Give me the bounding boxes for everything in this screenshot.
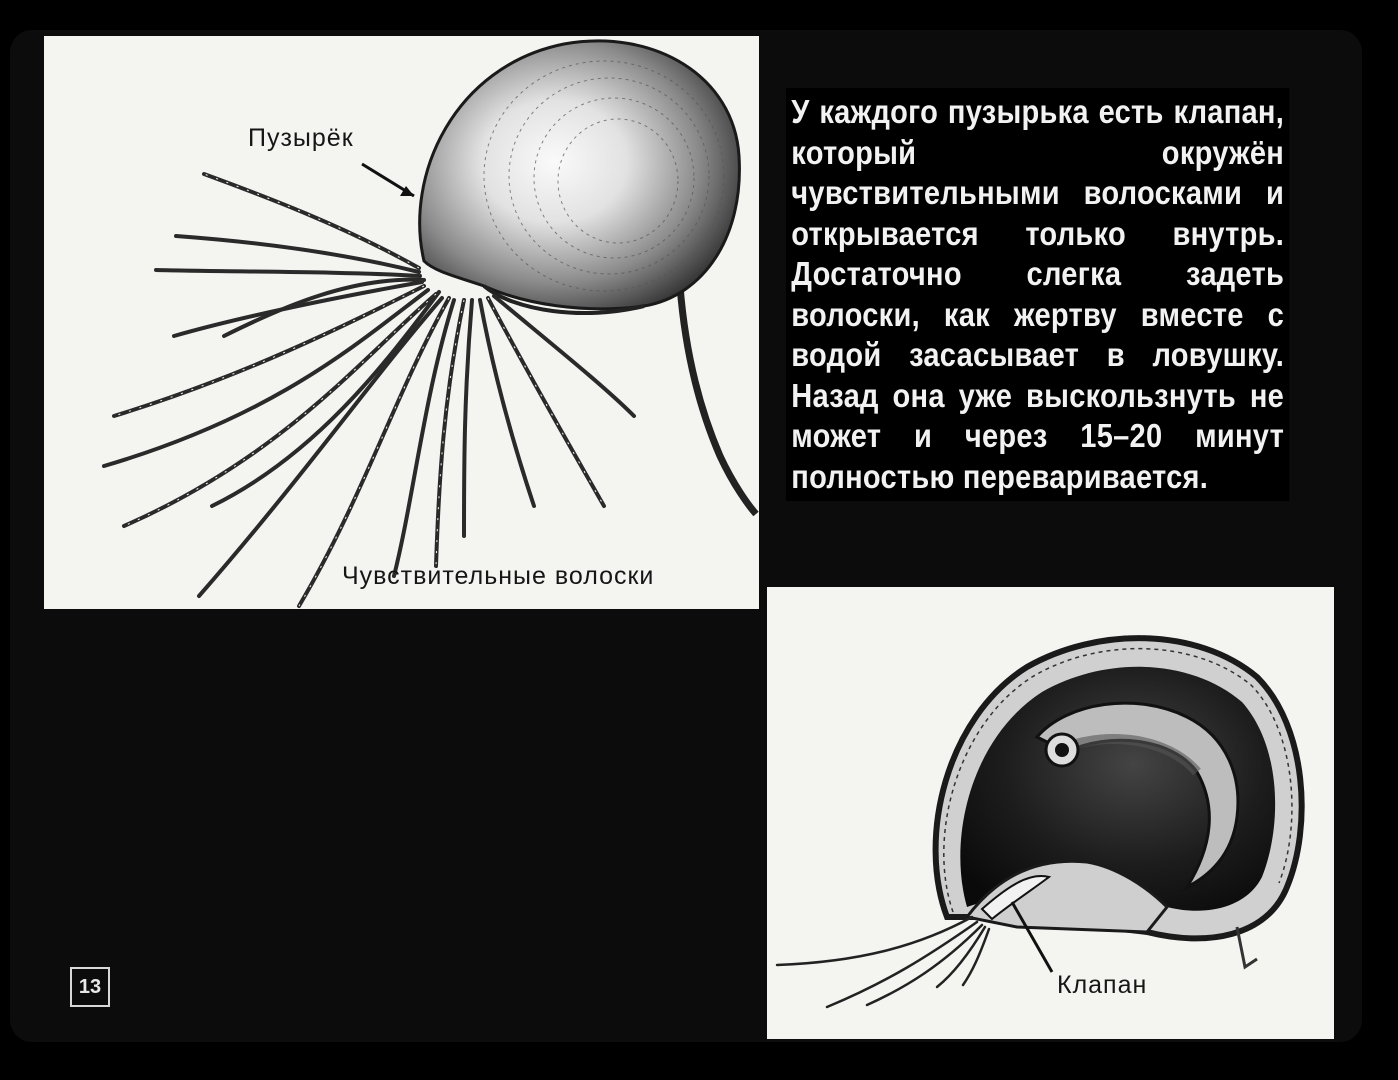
bladder-illustration — [44, 36, 759, 609]
label-sensitive-hairs: Чувствительные волоски — [342, 562, 655, 590]
bladder-illustration-panel — [44, 36, 759, 609]
label-valve: Клапан — [1057, 971, 1148, 999]
valve-illustration — [767, 587, 1334, 1039]
page-number-badge: 13 — [70, 967, 110, 1007]
label-bladder: Пузырёк — [248, 124, 354, 152]
body-text: У каждого пузырька есть клапан, который окружён чувствительными волосками и открывается только внутрь. Достаточно слегка задеть волоски, как жертву вместе с водой засасывает в ловушку. Назад она уже выскользнуть не может и через 15–20 минут полностью переваривается. — [786, 88, 1289, 501]
valve-illustration-panel — [767, 587, 1334, 1039]
